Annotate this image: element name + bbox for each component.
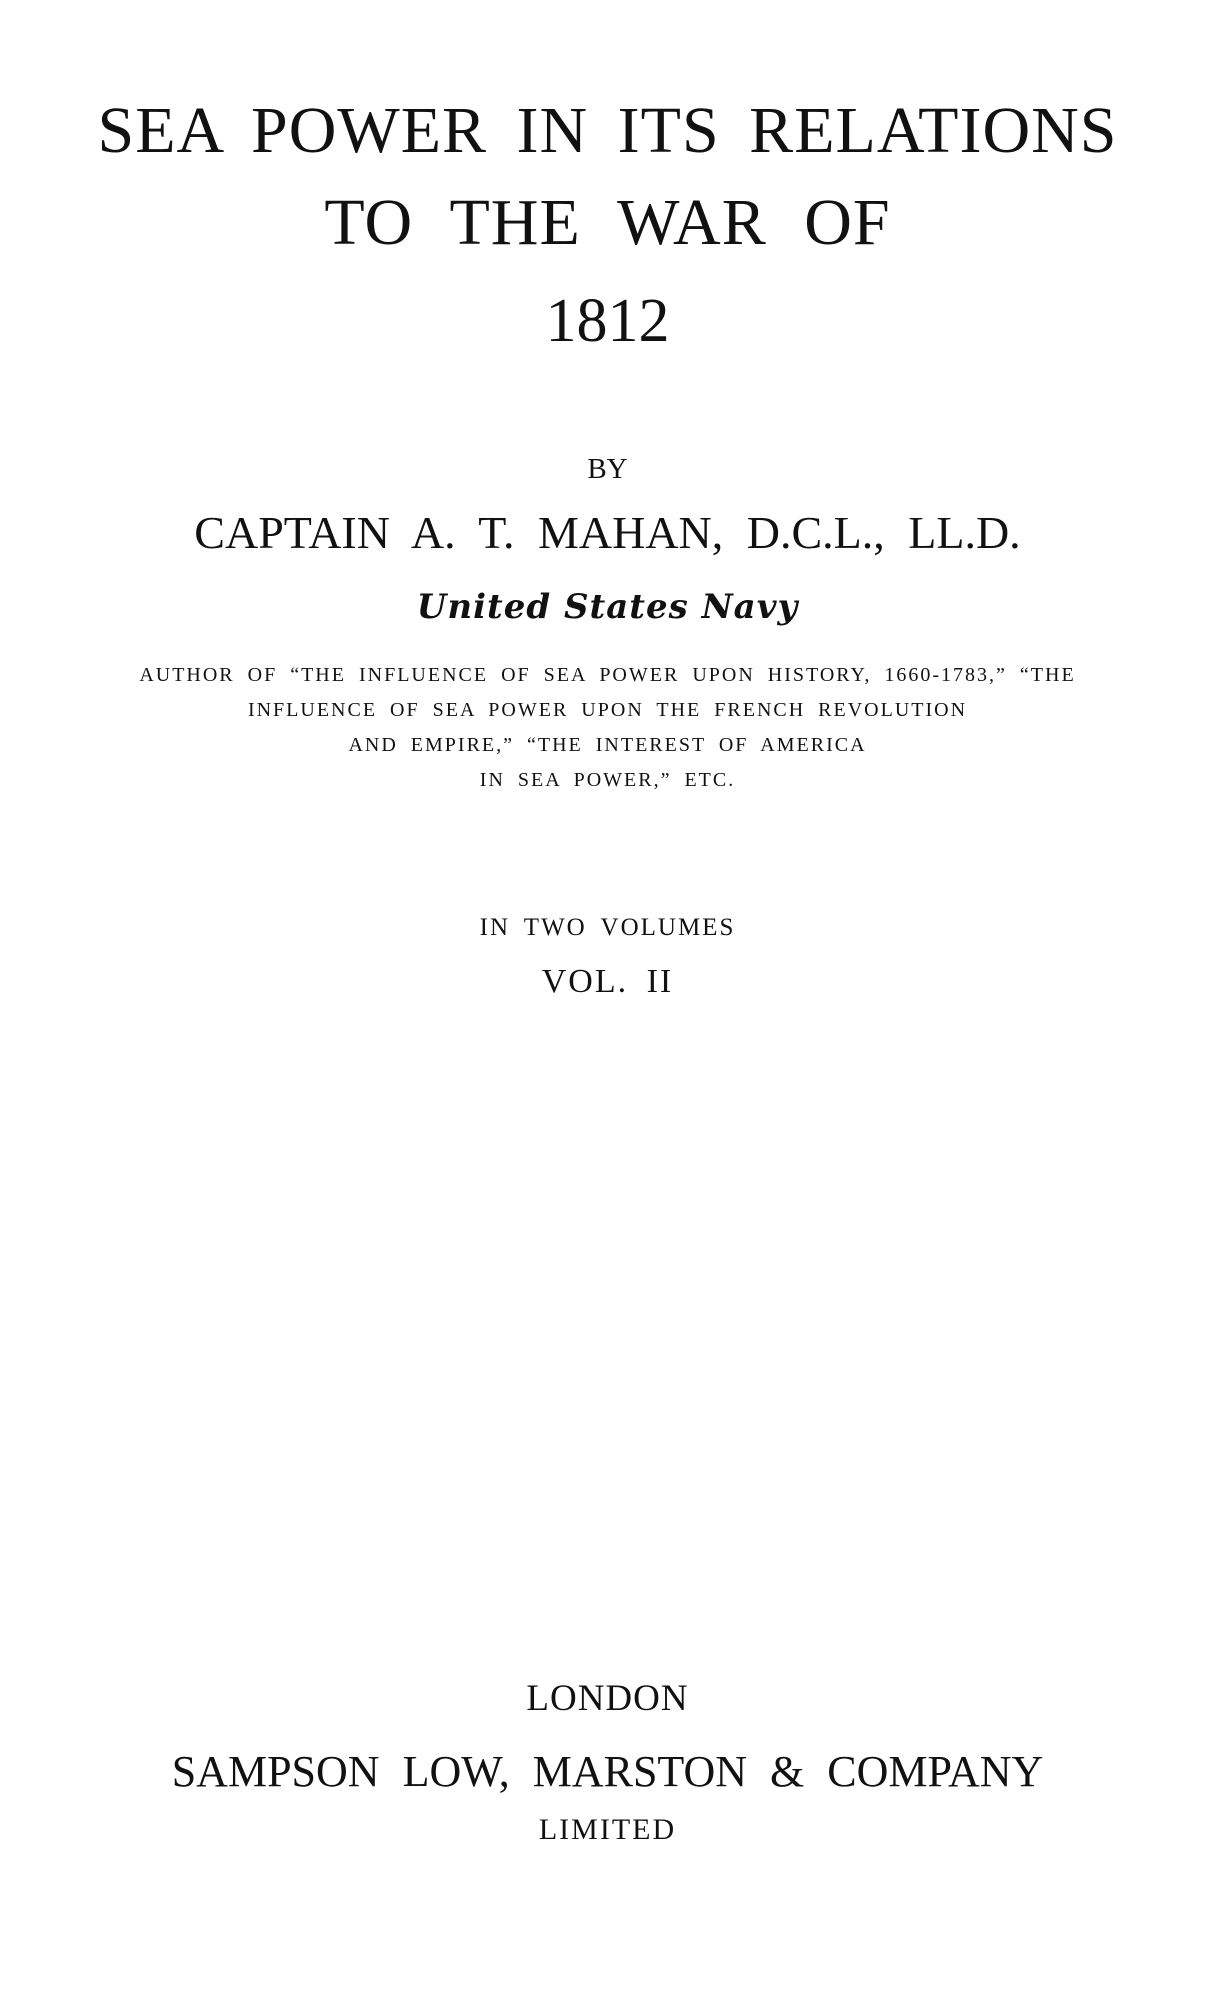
volume-number: VOL. II xyxy=(541,963,674,1000)
previous-works-line-4: IN SEA POWER,” ETC. xyxy=(479,769,736,791)
publisher-city: LONDON xyxy=(526,1678,689,1719)
by-label: BY xyxy=(587,453,628,485)
previous-works-line-2: INFLUENCE OF SEA POWER UPON THE FRENCH REVOLUTION xyxy=(247,699,968,721)
book-title-line-2: TO THE WAR OF xyxy=(324,186,891,259)
volume-count: IN TWO VOLUMES xyxy=(479,914,736,941)
book-title-year: 1812 xyxy=(545,287,670,355)
book-title-line-1: SEA POWER IN ITS RELATIONS xyxy=(97,94,1118,167)
author-service: United States Navy xyxy=(416,587,799,627)
publisher-name: SAMPSON LOW, MARSTON & COMPANY xyxy=(171,1747,1044,1796)
author-name: CAPTAIN A. T. MAHAN, D.C.L., LL.D. xyxy=(194,507,1021,558)
publisher-limited: LIMITED xyxy=(538,1813,677,1846)
previous-works-line-3: AND EMPIRE,” “THE INTEREST OF AMERICA xyxy=(348,734,867,756)
previous-works-line-1: AUTHOR OF “THE INFLUENCE OF SEA POWER UPON HISTORY, 1660-1783,” “THE xyxy=(139,664,1076,686)
